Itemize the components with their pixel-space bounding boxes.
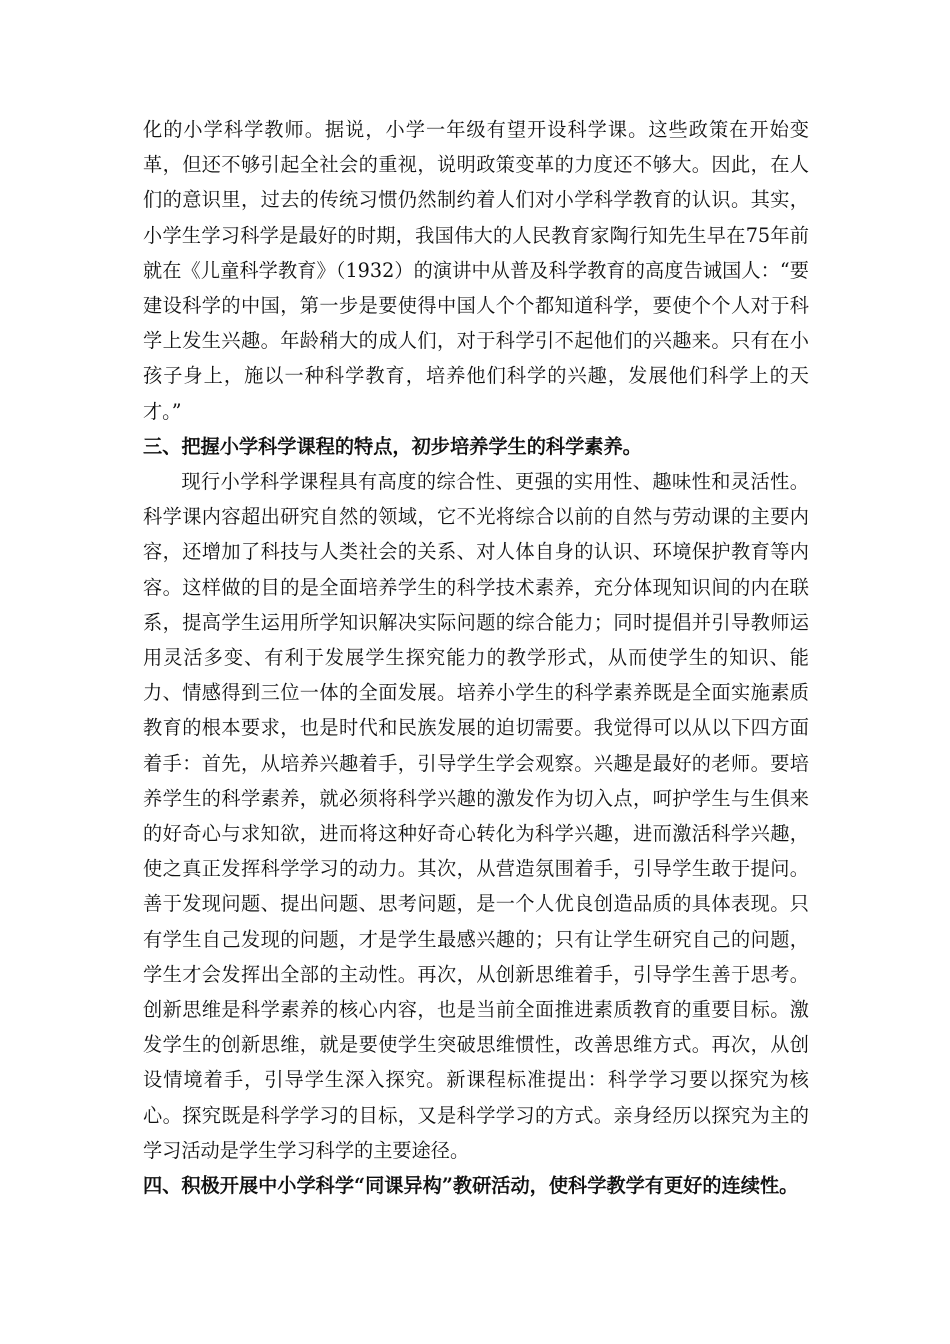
section-heading-3: 三、把握小学科学课程的特点，初步培养学生的科学素养。: [143, 434, 642, 458]
document-page: [143, 112, 809, 1203]
section-heading-4: 四、积极开展中小学科学“同课异构”教研活动，使科学教学有更好的连续性。: [143, 1174, 799, 1198]
paragraph-section-3: 现行小学科学课程具有高度的综合性、更强的实用性、趣味性和灵活性。科学课内容超出研究自然的领域，它不光将综合以前的自然与劳动课的主要内容，还增加了科技与人类社会的关系、对人体自身的认识、环境保护教育等内容。这样做的目的是全面培养学生的科学技术素养，充分体现知识间的内在联系，提高学生运用所学知识解决实际问题的综合能力；同时提倡并引导教师运用灵活多变、有利于发展学生探究能力的教学形式，从而使学生的知识、能力、情感得到三位一体的全面发展。培养小学生的科学素养既是全面实施素质教育的根本要求，也是时代和民族发展的迫切需要。我觉得可以从以下四方面着手：首先，从培养兴趣着手，引导学生学会观察。兴趣是最好的老师。要培养学生的科学素养，就必须将科学兴趣的激发作为切入点，呵护学生与生俱来的好奇心与求知欲，进而将这种好奇心转化为科学兴趣，进而激活科学兴趣，使之真正发挥科学学习的动力。其次，从营造氛围着手，引导学生敢于提问。善于发现问题、提出问题、思考问题，是一个人优良创造品质的具体表现。只有学生自己发现的问题，才是学生最感兴趣的；只有让学生研究自己的问题，学生才会发挥出全部的主动性。再次，从创新思维着手，引导学生善于思考。创新思维是科学素养的核心内容，也是当前全面推进素质教育的重要目标。激发学生的创新思维，就是要使学生突破思维惯性，改善思维方式。再次，从创设情境着手，引导学生深入探究。新课程标准提出：科学学习要以探究为核心。探究既是科学学习的目标，又是科学学习的方式。亲身经历以探究为主的学习活动是学生学习科学的主要途径。: [143, 470, 809, 1162]
paragraph-continuation: 化的小学科学教师。据说，小学一年级有望开设科学课。这些政策在开始变革，但还不够引起全社会的重视，说明政策变革的力度还不够大。因此，在人们的意识里，过去的传统习惯仍然制约着人们对小学科学教育的认识。其实，小学生学习科学是最好的时期，我国伟大的人民教育家陶行知先生早在75年前就在《儿童科学教育》（1932）的演讲中从普及科学教育的高度告诫国人：“要建设科学的中国，第一步是要使得中国人个个都知道科学，要使个个人对于科学上发生兴趣。年龄稍大的成人们，对于科学引不起他们的兴趣来。只有在小孩子身上，施以一种科学教育，培养他们科学的兴趣，发展他们科学上的天才。”: [143, 118, 809, 423]
